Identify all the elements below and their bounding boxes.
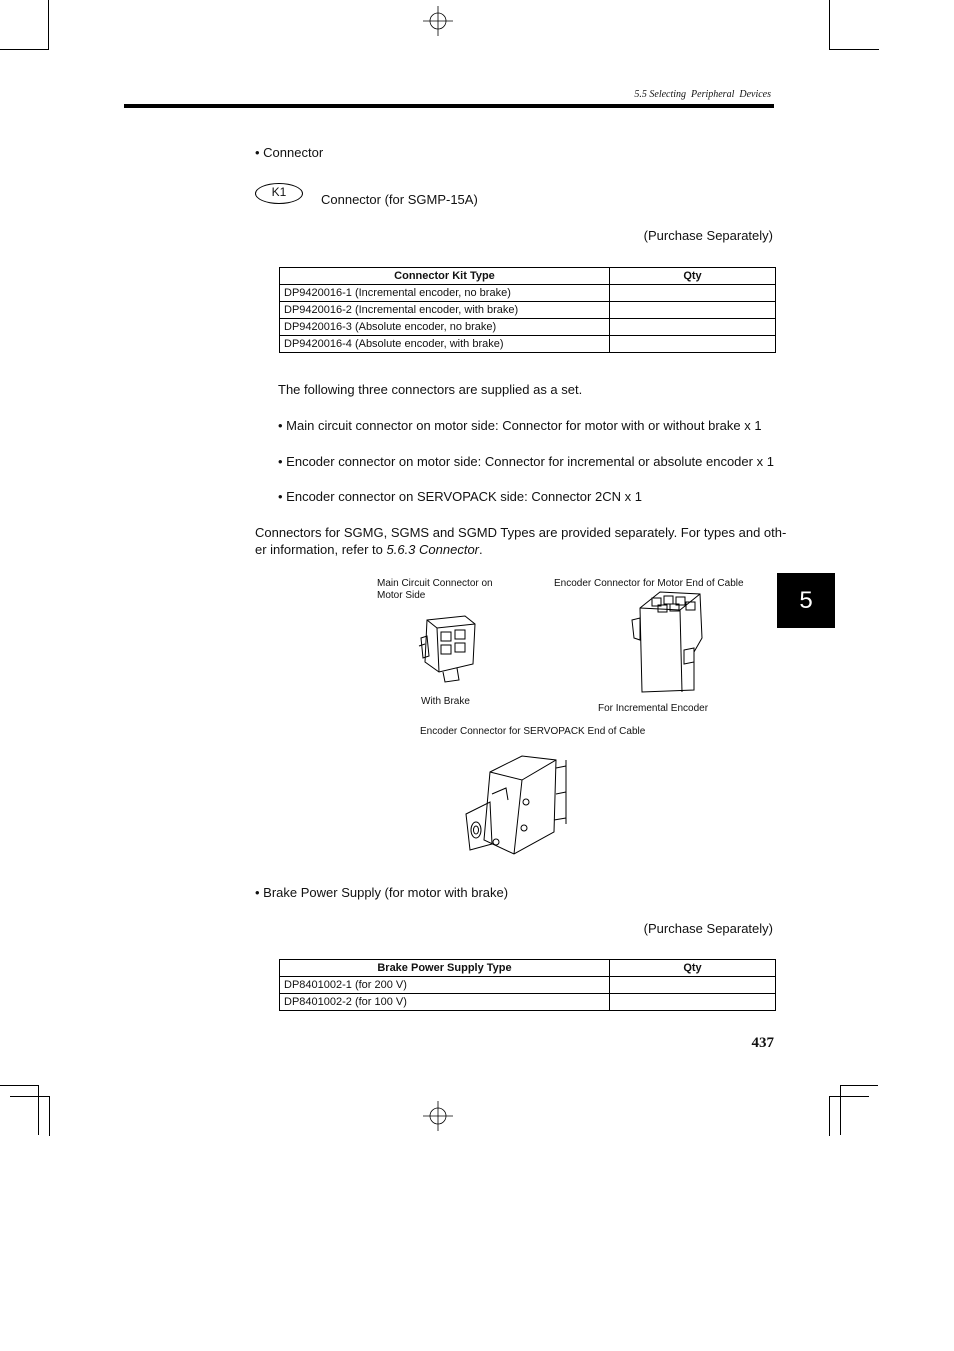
crop-mark <box>829 0 830 50</box>
connector-bullet: • Connector <box>255 145 324 160</box>
column-header: Qty <box>610 268 776 285</box>
header-rule <box>124 104 774 108</box>
encoder-servopack-connector-image <box>462 754 578 856</box>
main-circuit-label <box>377 578 493 602</box>
column-header: Qty <box>610 960 776 977</box>
qty-cell <box>610 302 776 319</box>
crop-mark <box>840 1085 841 1135</box>
label-line: Main Circuit Connector on <box>377 578 493 589</box>
brake-bullet: • Brake Power Supply (for motor with brake) <box>255 885 509 900</box>
qty-cell <box>610 285 776 302</box>
brake-power-supply-table <box>279 959 776 1011</box>
main-circuit-caption: With Brake <box>421 696 470 707</box>
crop-mark <box>0 1085 38 1086</box>
table-row <box>280 994 776 1011</box>
encoder-motor-caption: For Incremental Encoder <box>598 703 709 714</box>
supply-type-cell: DP8401002-1 (for 200 V) <box>280 977 610 994</box>
registration-mark <box>423 6 453 36</box>
chapter-tab: 5 <box>777 573 835 628</box>
table-row <box>280 302 776 319</box>
table-row <box>280 319 776 336</box>
section-reference: 5.6.3 Connector <box>386 542 480 557</box>
note-line-1: Connectors for SGMG, SGMS and SGMD Types are provided separately. For types and oth- <box>255 525 787 540</box>
main-circuit-connector-image <box>415 612 483 684</box>
crop-mark <box>0 49 48 50</box>
note-line-2 <box>255 541 483 559</box>
set-intro: The following three connectors are supplied as a set. <box>278 382 583 397</box>
set-item: • Main circuit connector on motor side: Connector for motor with or without brake x 1 <box>278 418 762 433</box>
purchase-note: (Purchase Separately) <box>643 921 773 936</box>
supply-type-cell: DP8401002-2 (for 100 V) <box>280 994 610 1011</box>
encoder-motor-label: Encoder Connector for Motor End of Cable <box>554 578 744 589</box>
crop-mark <box>829 1096 869 1097</box>
note-text: er information, refer to <box>255 542 387 557</box>
set-item: • Encoder connector on SERVOPACK side: Connector 2CN x 1 <box>278 489 642 504</box>
crop-mark <box>840 1085 878 1086</box>
connector-title: Connector (for SGMP-15A) <box>321 192 478 207</box>
crop-mark <box>829 1096 830 1136</box>
qty-cell <box>610 319 776 336</box>
qty-cell <box>610 336 776 353</box>
label-line: Motor Side <box>377 590 426 601</box>
table-header-row <box>280 268 776 285</box>
column-header: Connector Kit Type <box>280 268 610 285</box>
qty-cell <box>610 977 776 994</box>
table-row <box>280 977 776 994</box>
table-row <box>280 285 776 302</box>
table-row <box>280 336 776 353</box>
kit-type-cell: DP9420016-2 (Incremental encoder, with brake) <box>280 302 610 319</box>
set-item: • Encoder connector on motor side: Connector for incremental or absolute encoder x 1 <box>278 454 774 469</box>
note-text: . <box>479 542 483 557</box>
table-header-row <box>280 960 776 977</box>
crop-mark <box>49 1096 50 1136</box>
kit-type-cell: DP9420016-3 (Absolute encoder, no brake) <box>280 319 610 336</box>
connector-kit-table <box>279 267 776 353</box>
k1-badge: K1 <box>255 183 303 204</box>
encoder-servopack-label: Encoder Connector for SERVOPACK End of Cable <box>420 726 646 737</box>
registration-mark <box>423 1101 453 1131</box>
purchase-note: (Purchase Separately) <box>643 228 773 243</box>
crop-mark <box>829 49 879 50</box>
running-header: 5.5 Selecting Peripheral Devices <box>634 89 771 100</box>
qty-cell <box>610 994 776 1011</box>
kit-type-cell: DP9420016-4 (Absolute encoder, with brake) <box>280 336 610 353</box>
crop-mark <box>48 0 49 50</box>
encoder-motor-connector-image <box>630 590 712 694</box>
column-header: Brake Power Supply Type <box>280 960 610 977</box>
crop-mark <box>38 1085 39 1135</box>
crop-mark <box>10 1096 50 1097</box>
page-number: 437 <box>751 1035 774 1051</box>
kit-type-cell: DP9420016-1 (Incremental encoder, no brake) <box>280 285 610 302</box>
